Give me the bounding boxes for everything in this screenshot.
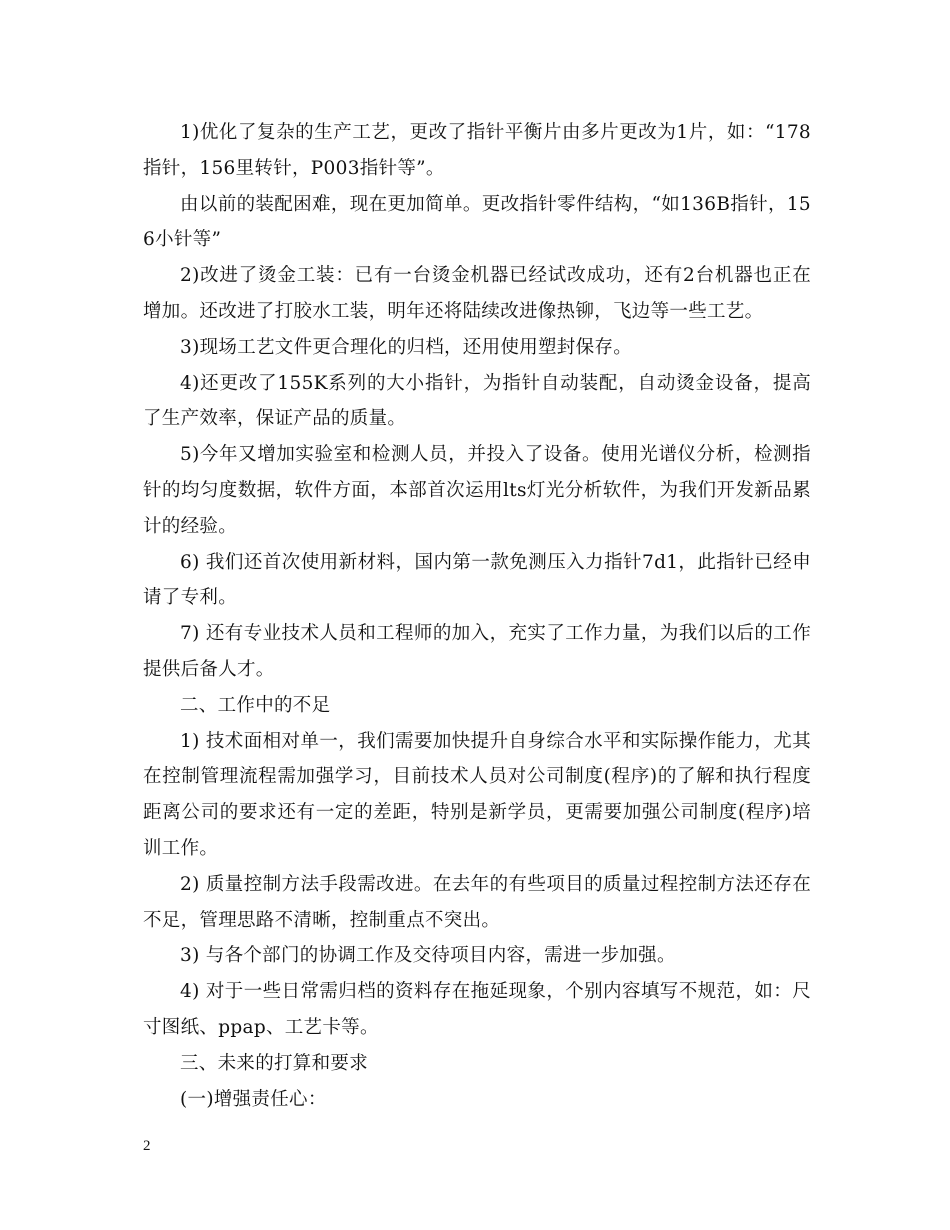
- paragraph-improvement-7: 7) 还有专业技术人员和工程师的加入，充实了工作力量，为我们以后的工作提供后备人才。: [143, 623, 811, 680]
- paragraph-shortcoming-3: 3) 与各个部门的协调工作及交待项目内容，需进一步加强。: [180, 945, 676, 967]
- paragraph-improvement-3: 3)现场工艺文件更合理化的归档，还用使用塑封保存。: [180, 336, 632, 358]
- paragraph-shortcoming-2: 2) 质量控制方法手段需改进。在去年的有些项目的质量过程控制方法还存在不足，管理思路不清晰，控制重点不突出。: [143, 873, 811, 931]
- paragraph-improvement-5: 5)今年又增加实验室和检测人员，并投入了设备。使用光谱仪分析，检测指针的均匀度数据，软件方面，本部首次运用lts灯光分析软件，为我们开发新品累计的经验。: [143, 444, 811, 537]
- paragraph-improvement-1: 1)优化了复杂的生产工艺，更改了指针平衡片由多片更改为1片，如：“178指针，156里转针，P003指针等”。: [143, 122, 811, 179]
- paragraph-shortcoming-4: 4) 对于一些日常需归档的资料存在拖延现象，个别内容填写不规范，如：尺寸图纸、ppap、工艺卡等。: [143, 981, 811, 1038]
- paragraph-assembly-note: 由以前的装配困难，现在更加简单。更改指针零件结构，“如136B指针，156小针等”: [143, 193, 811, 251]
- section-heading-shortcomings: 二、工作中的不足: [180, 694, 331, 716]
- page-number: 2: [143, 1138, 151, 1154]
- paragraph-improvement-6: 6) 我们还首次使用新材料，国内第一款免测压入力指针7d1，此指针已经申请了专利。: [143, 551, 811, 609]
- paragraph-shortcoming-1: 1) 技术面相对单一，我们需要加快提升自身综合水平和实际操作能力，尤其在控制管理流程需加强学习，目前技术人员对公司制度(程序)的了解和执行程度距离公司的要求还有一定的差距，特别是新学员，更需要加强公司制度(程序)培训工作。: [143, 730, 811, 859]
- section-heading-future-plans: 三、未来的打算和要求: [180, 1052, 369, 1074]
- document-body: [143, 115, 811, 1117]
- subsection-heading-responsibility: (一)增强责任心：: [180, 1088, 327, 1110]
- paragraph-improvement-2: 2)改进了烫金工装：已有一台烫金机器已经试改成功，还有2台机器也正在增加。还改进了打胶水工装，明年还将陆续改进像热铆，飞边等一些工艺。: [143, 265, 811, 322]
- paragraph-improvement-4: 4)还更改了155K系列的大小指针，为指针自动装配，自动烫金设备，提高了生产效率，保证产品的质量。: [143, 372, 811, 430]
